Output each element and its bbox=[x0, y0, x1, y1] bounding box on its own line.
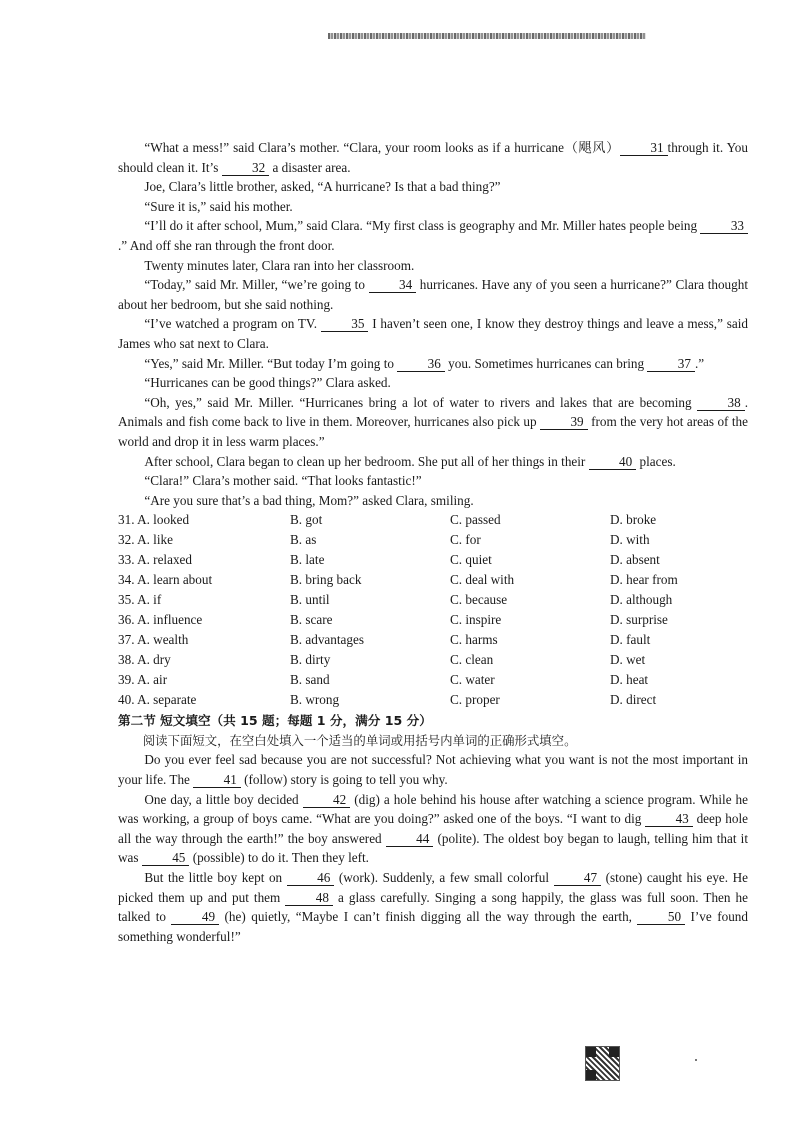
answer-blank[interactable]: 46 bbox=[287, 870, 335, 886]
text-run: I haven’t seen one, I know they destroy things and leave a mess,” said James who sat next to Clara. bbox=[118, 316, 748, 351]
text-run: (stone) caught his eye. He picked them up and put them bbox=[118, 870, 748, 905]
option-a[interactable]: A. separate bbox=[137, 692, 197, 708]
text-run: .” And off she ran through the front door. bbox=[118, 237, 335, 253]
text-run: you. Sometimes hurricanes can bring bbox=[444, 355, 648, 371]
text-run: “Are you sure that’s a bad thing, Mom?” asked Clara, smiling. bbox=[144, 492, 474, 508]
option-c[interactable]: C. passed bbox=[450, 512, 501, 528]
question-number: 36. bbox=[118, 612, 135, 628]
option-a[interactable]: A. air bbox=[137, 672, 168, 688]
answer-blank[interactable]: 35 bbox=[321, 316, 369, 332]
paragraph bbox=[118, 471, 748, 491]
text-run: “Oh, yes,” said Mr. Miller. “Hurricanes bring a lot of water to rivers and lakes that are becoming bbox=[144, 394, 698, 410]
option-d[interactable]: D. with bbox=[610, 532, 650, 548]
text-run: “Yes,” said Mr. Miller. “But today I’m going to bbox=[144, 355, 398, 371]
section-heading: 第二节 短文填空（共 15 题；每题 1 分，满分 15 分） bbox=[118, 713, 432, 729]
option-d[interactable]: D. direct bbox=[610, 692, 657, 708]
text-run: Joe, Clara’s little brother, asked, “A hurricane? Is that a bad thing?” bbox=[144, 179, 501, 195]
answer-blank[interactable]: 47 bbox=[554, 870, 602, 886]
option-b[interactable]: B. until bbox=[290, 592, 330, 608]
option-cell bbox=[118, 650, 290, 670]
text-run: After school, Clara began to clean up her bedroom. She put all of her things in their bbox=[144, 453, 589, 469]
option-cell bbox=[290, 690, 450, 710]
option-cell bbox=[118, 510, 290, 530]
qr-code-icon bbox=[585, 1046, 620, 1081]
option-b[interactable]: B. bring back bbox=[290, 572, 362, 588]
answer-blank[interactable]: 34 bbox=[369, 277, 417, 293]
paragraph bbox=[118, 750, 748, 789]
text-run: hurricanes. Have any of you seen a hurricane?” Clara thought about her bedroom, but she said nothing. bbox=[118, 277, 748, 312]
answer-blank[interactable]: 45 bbox=[142, 850, 190, 866]
option-c[interactable]: C. harms bbox=[450, 632, 498, 648]
option-c[interactable]: C. water bbox=[450, 672, 495, 688]
option-row bbox=[118, 650, 748, 670]
answer-blank[interactable]: 31 bbox=[620, 140, 668, 156]
text-run: “I’ve watched a program on TV. bbox=[144, 316, 321, 332]
option-cell bbox=[610, 670, 746, 690]
paragraph bbox=[118, 393, 748, 452]
option-c[interactable]: C. proper bbox=[450, 692, 500, 708]
options-table bbox=[118, 510, 748, 710]
option-d[interactable]: D. fault bbox=[610, 632, 651, 648]
scan-header-artifact bbox=[328, 33, 646, 39]
option-cell bbox=[610, 510, 746, 530]
option-cell bbox=[118, 690, 290, 710]
option-cell bbox=[118, 530, 290, 550]
option-cell bbox=[610, 690, 746, 710]
answer-blank[interactable]: 50 bbox=[637, 909, 685, 925]
paragraph bbox=[118, 177, 748, 197]
option-cell bbox=[290, 550, 450, 570]
text-run: (polite). The oldest boy began to laugh, telling him that it was bbox=[118, 830, 748, 866]
option-cell bbox=[118, 590, 290, 610]
text-run: (follow) story is going to tell you why. bbox=[240, 772, 448, 788]
paragraph bbox=[118, 790, 748, 868]
option-cell bbox=[450, 510, 610, 530]
question-number: 32. bbox=[118, 532, 135, 548]
answer-blank[interactable]: 37 bbox=[647, 356, 695, 372]
text-run: places. bbox=[636, 453, 676, 469]
option-cell bbox=[450, 550, 610, 570]
option-d[interactable]: D. surprise bbox=[610, 612, 668, 628]
paragraph bbox=[118, 354, 748, 374]
text-run: (possible) to do it. Then they left. bbox=[189, 850, 369, 866]
text-run: “Sure it is,” said his mother. bbox=[144, 198, 293, 214]
option-cell bbox=[290, 670, 450, 690]
text-run: (he) quietly, “Maybe I can’t finish digging all the way through the earth, bbox=[219, 909, 638, 925]
paragraph bbox=[118, 256, 748, 276]
option-cell bbox=[118, 670, 290, 690]
option-b[interactable]: B. dirty bbox=[290, 652, 331, 668]
text-run: “Clara!” Clara’s mother said. “That looks fantastic!” bbox=[144, 473, 422, 489]
option-row bbox=[118, 670, 748, 690]
option-b[interactable]: B. got bbox=[290, 512, 323, 528]
option-cell bbox=[450, 650, 610, 670]
option-b[interactable]: B. wrong bbox=[290, 692, 340, 708]
paragraph bbox=[118, 373, 748, 393]
text-run: deep hole all the way through the earth!” the boy answered bbox=[118, 811, 748, 846]
option-d[interactable]: D. although bbox=[610, 592, 673, 608]
option-cell bbox=[290, 650, 450, 670]
paragraph bbox=[118, 275, 748, 314]
option-cell bbox=[290, 510, 450, 530]
answer-blank[interactable]: 48 bbox=[285, 890, 333, 906]
answer-blank[interactable]: 38 bbox=[697, 395, 745, 411]
answer-blank[interactable]: 39 bbox=[540, 414, 588, 430]
answer-blank[interactable]: 49 bbox=[171, 909, 219, 925]
cloze-passage bbox=[118, 138, 748, 510]
option-cell bbox=[610, 550, 746, 570]
option-a[interactable]: A. looked bbox=[137, 512, 190, 528]
option-cell bbox=[118, 570, 290, 590]
option-a[interactable]: A. like bbox=[137, 532, 173, 548]
option-a[interactable]: A. relaxed bbox=[137, 552, 192, 568]
option-cell bbox=[118, 550, 290, 570]
option-cell bbox=[610, 610, 746, 630]
option-a[interactable]: A. if bbox=[137, 592, 162, 608]
text-run: . Animals and fish come back to live in them. Moreover, hurricanes also pick up bbox=[118, 394, 748, 430]
text-run: “What a mess!” said Clara’s mother. “Clara, your room looks as if a hurricane（飓风） bbox=[144, 140, 620, 155]
answer-blank[interactable]: 33 bbox=[700, 218, 748, 234]
option-a[interactable]: A. influence bbox=[137, 612, 203, 628]
option-cell bbox=[450, 590, 610, 610]
exam-page bbox=[118, 138, 748, 946]
option-row bbox=[118, 610, 748, 630]
paragraph bbox=[118, 868, 748, 946]
option-c[interactable]: C. deal with bbox=[450, 572, 515, 588]
section-instruction: 阅读下面短文，在空白处填入一个适当的单词或用括号内单词的正确形式填空。 bbox=[142, 732, 577, 748]
option-cell bbox=[610, 630, 746, 650]
question-number: 35. bbox=[118, 592, 135, 608]
option-cell bbox=[610, 570, 746, 590]
option-a[interactable]: A. dry bbox=[137, 652, 171, 668]
option-c[interactable]: C. inspire bbox=[450, 612, 502, 628]
option-row bbox=[118, 550, 748, 570]
text-run: (dig) a hole behind his house after watching a science program. While he was working, a group of boys came. “What are you doing?” asked one of the boys. “I want to dig bbox=[118, 791, 749, 827]
question-number: 37. bbox=[118, 632, 135, 648]
option-row bbox=[118, 530, 748, 550]
option-cell bbox=[450, 570, 610, 590]
text-run: a disaster area. bbox=[269, 159, 351, 175]
text-run: Twenty minutes later, Clara ran into her classroom. bbox=[144, 257, 415, 273]
answer-blank[interactable]: 41 bbox=[193, 772, 241, 788]
option-cell bbox=[450, 530, 610, 550]
question-number: 33. bbox=[118, 552, 135, 568]
question-number: 39. bbox=[118, 672, 135, 688]
option-b[interactable]: B. advantages bbox=[290, 632, 364, 648]
text-run: I’ve found something wonderful!” bbox=[118, 909, 748, 944]
text-run: “I’ll do it after school, Mum,” said Clara. “My first class is geography and Mr. Miller hates people being bbox=[144, 218, 701, 234]
option-d[interactable]: D. absent bbox=[610, 552, 660, 568]
option-cell bbox=[290, 610, 450, 630]
question-number: 38. bbox=[118, 652, 135, 668]
text-run: from the very hot areas of the world and drop it in less warm places.” bbox=[118, 414, 748, 449]
answer-blank[interactable]: 44 bbox=[386, 831, 434, 847]
option-d[interactable]: D. wet bbox=[610, 652, 646, 668]
option-c[interactable]: C. for bbox=[450, 532, 481, 548]
option-d[interactable]: D. heat bbox=[610, 672, 649, 688]
option-cell bbox=[610, 650, 746, 670]
answer-blank[interactable]: 36 bbox=[397, 356, 445, 372]
option-cell bbox=[610, 530, 746, 550]
option-b[interactable]: B. scare bbox=[290, 612, 333, 628]
question-number: 34. bbox=[118, 572, 135, 588]
option-cell bbox=[450, 610, 610, 630]
fill-in-passage bbox=[118, 750, 748, 946]
text-run: (work). Suddenly, a few small colorful bbox=[334, 870, 554, 886]
question-number: 31. bbox=[118, 512, 135, 528]
option-c[interactable]: C. clean bbox=[450, 652, 494, 668]
option-cell bbox=[290, 570, 450, 590]
option-cell bbox=[118, 630, 290, 650]
paragraph bbox=[118, 314, 748, 353]
option-c[interactable]: C. because bbox=[450, 592, 508, 608]
option-row bbox=[118, 690, 748, 710]
option-c[interactable]: C. quiet bbox=[450, 552, 492, 568]
question-number: 40. bbox=[118, 692, 135, 708]
paragraph bbox=[118, 452, 748, 472]
option-cell bbox=[450, 690, 610, 710]
option-b[interactable]: B. as bbox=[290, 532, 317, 548]
text-run: a glass carefully. Singing a song happily, the glass was full soon. Then he talked to bbox=[118, 889, 748, 925]
option-row bbox=[118, 570, 748, 590]
option-b[interactable]: B. sand bbox=[290, 672, 330, 688]
text-run: through it. You should clean it. It’s bbox=[118, 140, 748, 175]
option-row bbox=[118, 510, 748, 530]
answer-blank[interactable]: 32 bbox=[222, 160, 270, 176]
option-b[interactable]: B. late bbox=[290, 552, 325, 568]
paragraph bbox=[118, 491, 748, 511]
option-cell bbox=[118, 610, 290, 630]
text-run: One day, a little boy decided bbox=[144, 791, 303, 807]
text-run: But the little boy kept on bbox=[144, 870, 287, 886]
answer-blank[interactable]: 42 bbox=[303, 792, 351, 808]
text-run: “Hurricanes can be good things?” Clara asked. bbox=[144, 375, 391, 391]
answer-blank[interactable]: 40 bbox=[589, 454, 637, 470]
answer-blank[interactable]: 43 bbox=[645, 811, 693, 827]
text-run: “Today,” said Mr. Miller, “we’re going to bbox=[144, 277, 369, 293]
text-run: Do you ever feel sad because you are not successful? Not achieving what you want is not the most important in your life. The bbox=[118, 752, 748, 788]
paragraph bbox=[118, 197, 748, 217]
text-run: .” bbox=[694, 355, 705, 371]
option-cell bbox=[450, 670, 610, 690]
option-a[interactable]: A. wealth bbox=[137, 632, 189, 648]
option-cell bbox=[610, 590, 746, 610]
option-cell bbox=[290, 530, 450, 550]
option-row bbox=[118, 630, 748, 650]
option-cell bbox=[290, 630, 450, 650]
paragraph bbox=[118, 216, 748, 255]
scan-speck bbox=[695, 1059, 697, 1061]
option-d[interactable]: D. broke bbox=[610, 512, 657, 528]
option-a[interactable]: A. learn about bbox=[137, 572, 213, 588]
option-d[interactable]: D. hear from bbox=[610, 572, 678, 588]
option-cell bbox=[290, 590, 450, 610]
option-row bbox=[118, 590, 748, 610]
paragraph bbox=[118, 138, 748, 177]
option-cell bbox=[450, 630, 610, 650]
